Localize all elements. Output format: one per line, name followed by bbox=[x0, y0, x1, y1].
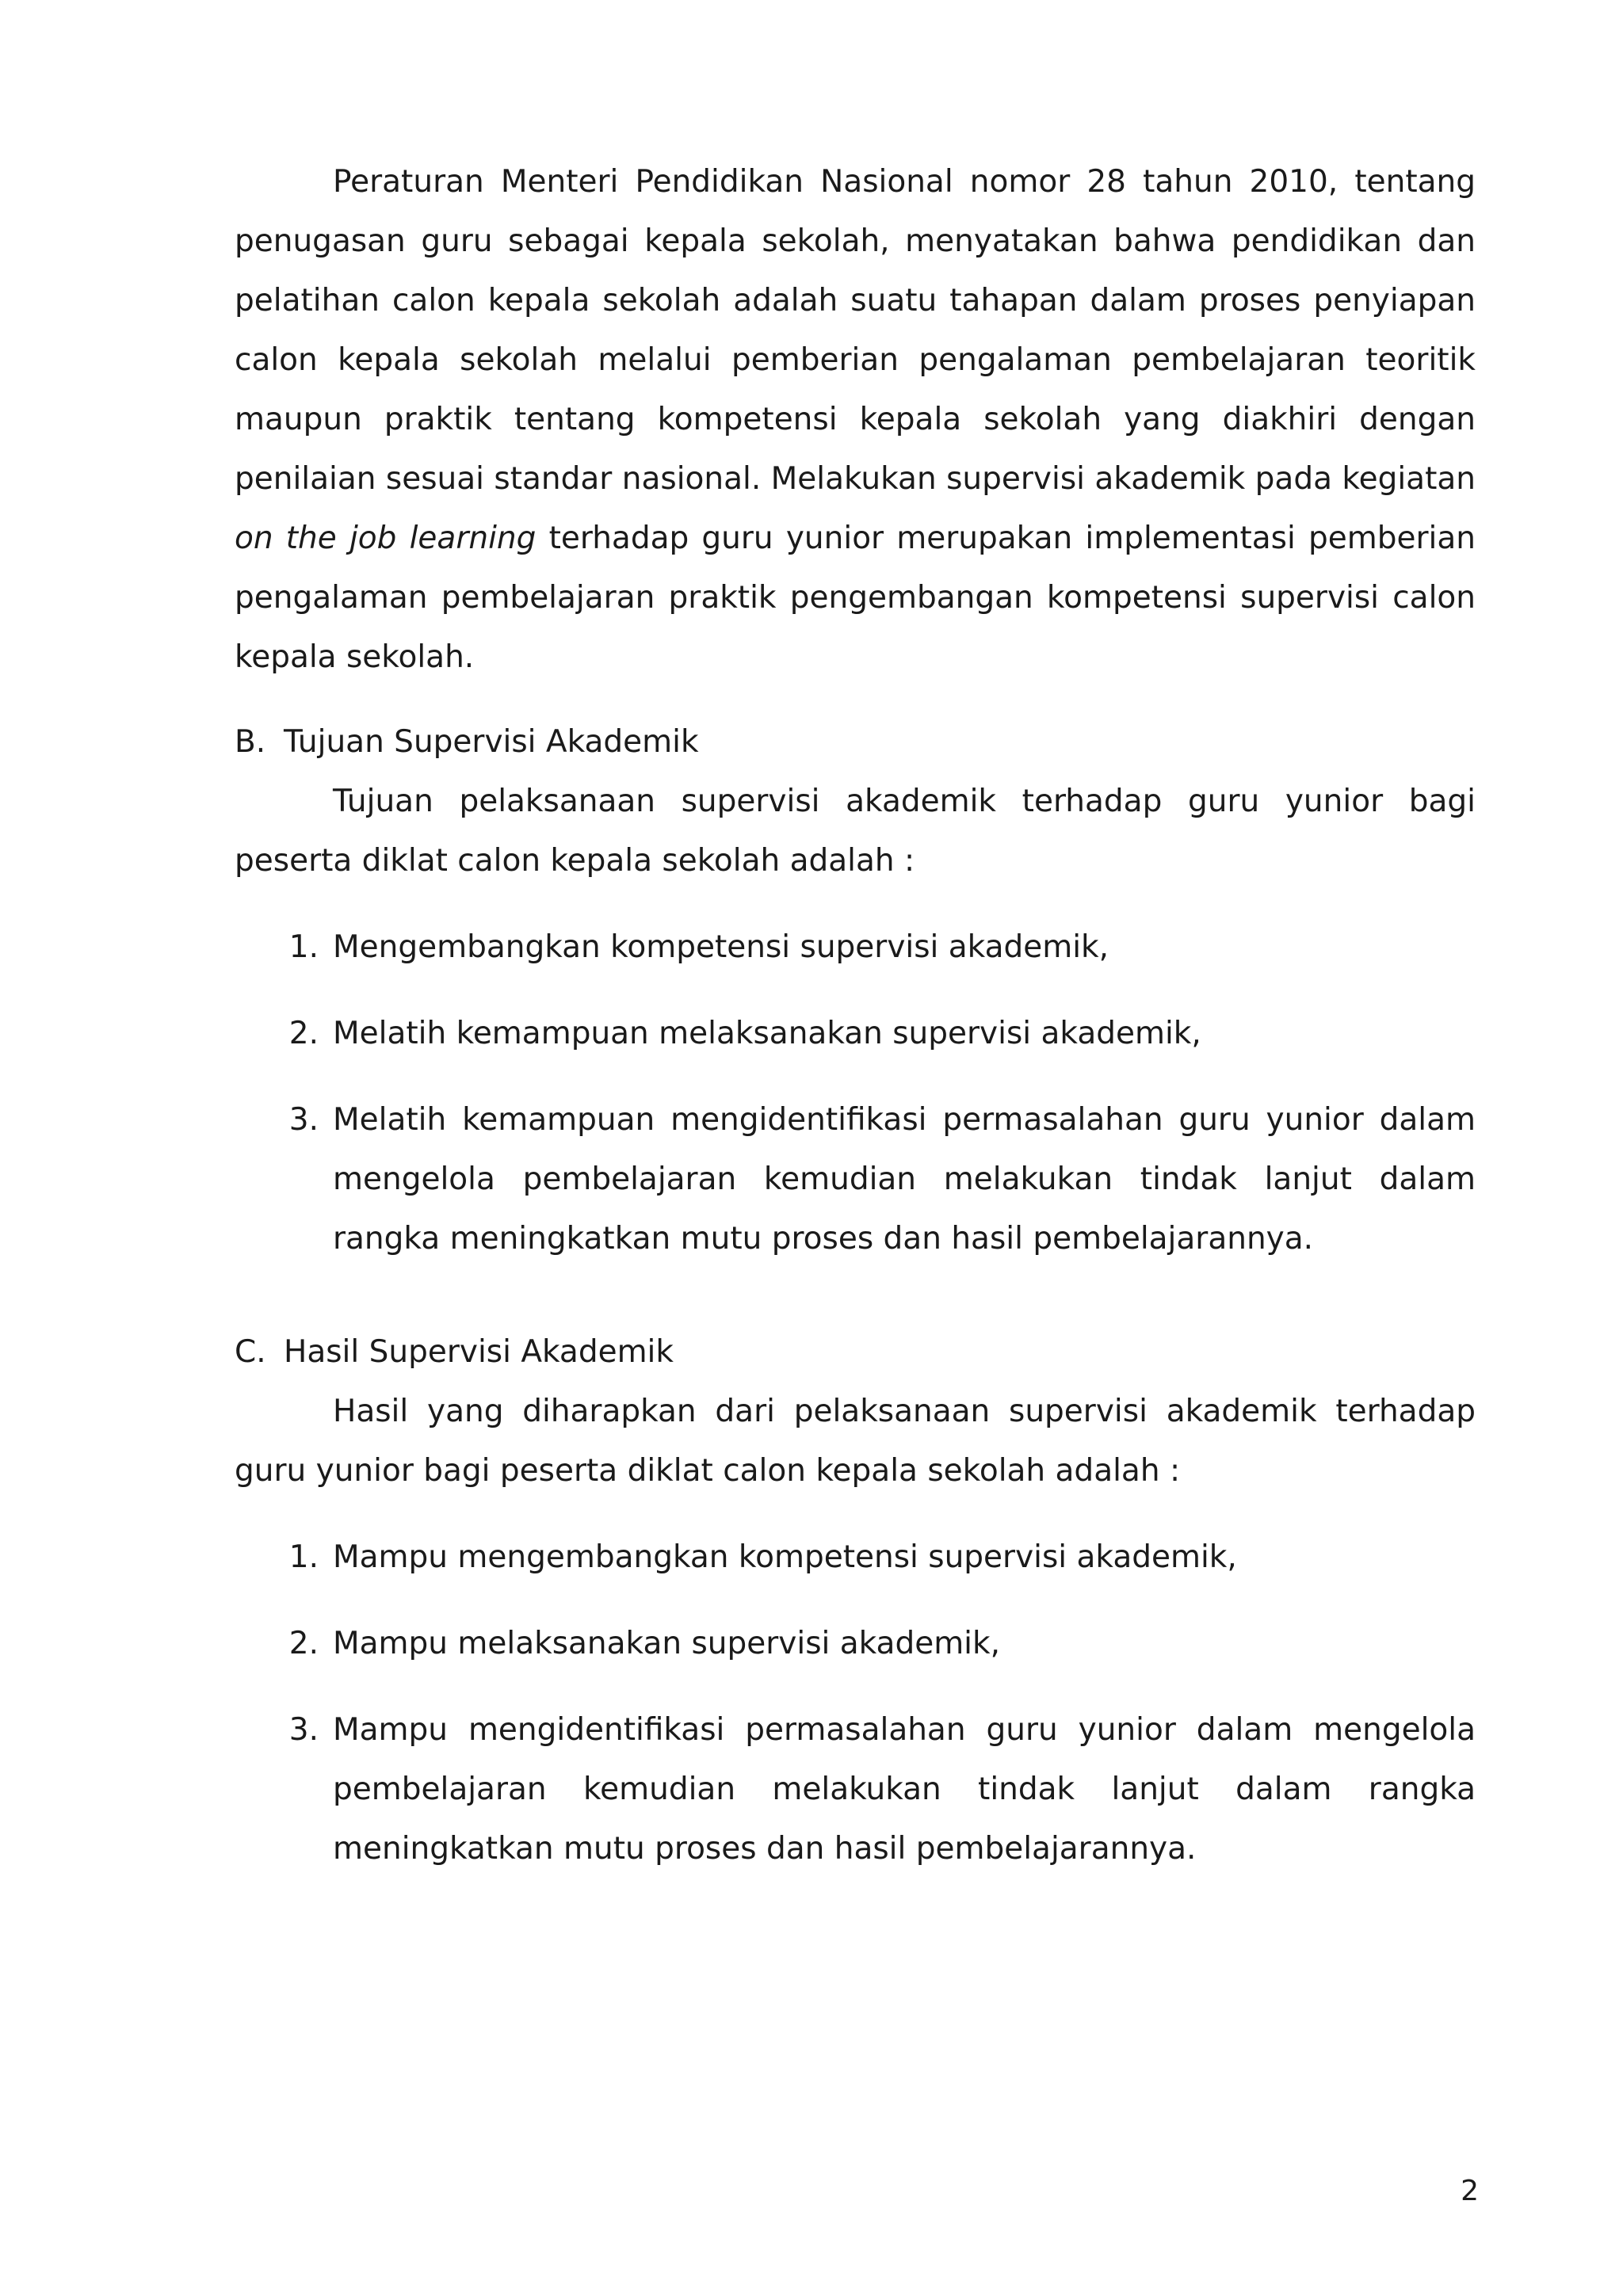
list-item-number: 1. bbox=[288, 1539, 319, 1575]
list-item-number: 2. bbox=[288, 1626, 319, 1661]
section-b-paragraph: Tujuan pelaksanaan supervisi akademik terhadap guru yunior bagi peserta diklat calon kepala sekolah adalah : bbox=[235, 784, 1476, 879]
list-item bbox=[235, 1700, 1476, 1878]
section-c-list bbox=[235, 1527, 1476, 1878]
intro-paragraph bbox=[235, 152, 1476, 687]
list-item-text: Mengembangkan kompetensi supervisi akademik, bbox=[333, 929, 1109, 965]
list-item bbox=[235, 917, 1476, 977]
section-c-title: Hasil Supervisi Akademik bbox=[284, 1334, 674, 1370]
section-b-list bbox=[235, 917, 1476, 1268]
list-item-text: Mampu mengembangkan kompetensi supervisi akademik, bbox=[333, 1539, 1237, 1575]
intro-text-end: terhadap guru yunior merupakan implementasi pemberian pengalaman pembelajaran praktik pengembangan kompetensi supervisi calon kepala sekolah. bbox=[235, 521, 1476, 675]
section-b-title: Tujuan Supervisi Akademik bbox=[284, 724, 699, 760]
list-item-text: Melatih kemampuan mengidentifikasi permasalahan guru yunior dalam mengelola pembelajaran kemudian melakukan tindak lanjut dalam rangka meningkatkan mutu proses dan hasil pembelajarannya. bbox=[333, 1102, 1476, 1257]
list-item-text: Melatih kemampuan melaksanakan supervisi akademik, bbox=[333, 1016, 1201, 1051]
list-item-number: 3. bbox=[288, 1102, 319, 1138]
intro-emphasis: on the job learning bbox=[235, 521, 537, 556]
list-item-text: Mampu melaksanakan supervisi akademik, bbox=[333, 1626, 1001, 1661]
list-item bbox=[235, 1527, 1476, 1587]
page-content bbox=[235, 152, 1476, 1878]
page-number: 2 bbox=[1461, 2175, 1479, 2207]
section-c-heading bbox=[235, 1322, 1476, 1382]
section-c-paragraph: Hasil yang diharapkan dari pelaksanaan supervisi akademik terhadap guru yunior bagi peserta diklat calon kepala sekolah adalah : bbox=[235, 1394, 1476, 1489]
section-c-letter: C. bbox=[235, 1334, 266, 1370]
section-b-letter: B. bbox=[235, 724, 266, 760]
list-item-number: 2. bbox=[288, 1016, 319, 1051]
list-item bbox=[235, 1614, 1476, 1673]
list-item bbox=[235, 1004, 1476, 1063]
list-item-number: 1. bbox=[288, 929, 319, 965]
intro-text-start: Peraturan Menteri Pendidikan Nasional nomor 28 tahun 2010, tentang penugasan guru sebagai kepala sekolah, menyatakan bahwa pendidikan dan pelatihan calon kepala sekolah adalah suatu tahapan dalam proses penyiapan calon kepala sekolah melalui pemberian pengalaman pembelajaran teoritik maupun praktik tentang kompetensi kepala sekolah yang diakhiri dengan penilaian sesuai standar nasional. Melakukan supervisi akademik pada kegiatan bbox=[235, 164, 1476, 497]
list-item-text: Mampu mengidentifikasi permasalahan guru yunior dalam mengelola pembelajaran kemudian melakukan tindak lanjut dalam rangka meningkatkan mutu proses dan hasil pembelajarannya. bbox=[333, 1712, 1476, 1867]
list-item-number: 3. bbox=[288, 1712, 319, 1748]
section-b-heading bbox=[235, 712, 1476, 772]
list-item bbox=[235, 1090, 1476, 1268]
